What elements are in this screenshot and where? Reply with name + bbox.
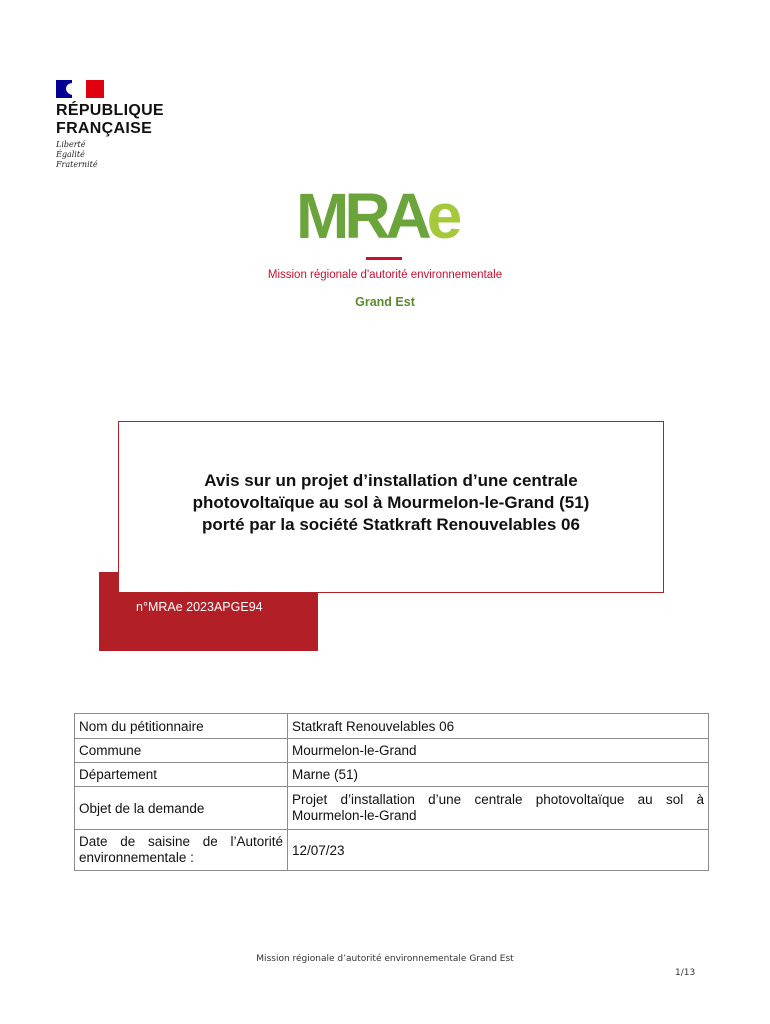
- table-row: [75, 763, 709, 787]
- row-value: Marne (51): [288, 763, 709, 787]
- mrae-subtitle: Mission régionale d'autorité environnementale: [267, 269, 503, 281]
- row-value: Projet d’installation d’une centrale photovoltaïque au sol à Mourmelon-le-Grand: [288, 787, 709, 830]
- motto-egalite: Égalité: [56, 150, 85, 159]
- republic-name-line2: FRANÇAISE: [56, 120, 153, 137]
- row-label: Nom du pétitionnaire: [75, 714, 288, 739]
- page-number: 1/13: [675, 968, 696, 978]
- republic-name-line1: RÉPUBLIQUE: [56, 102, 164, 119]
- row-value: 12/07/23: [288, 830, 709, 871]
- document-title: [119, 470, 663, 536]
- row-label: Date de saisine de l’Autorité environnementale :: [75, 830, 288, 871]
- row-label: Commune: [75, 739, 288, 763]
- reference-number: n°MRAe 2023APGE94: [136, 600, 263, 614]
- table-row: [75, 787, 709, 830]
- mrae-region: Grand Est: [355, 295, 415, 309]
- republique-francaise-logo: [40, 74, 182, 186]
- title-box: [118, 421, 664, 593]
- title-line-3: porté par la société Statkraft Renouvelables 06: [202, 515, 580, 534]
- page-footer: Mission régionale d’autorité environnementale Grand Est: [256, 954, 514, 964]
- row-value: Statkraft Renouvelables 06: [288, 714, 709, 739]
- table-row: [75, 739, 709, 763]
- row-label: Département: [75, 763, 288, 787]
- row-value: Mourmelon-le-Grand: [288, 739, 709, 763]
- motto-liberte: Liberté: [56, 140, 86, 149]
- title-line-2: photovoltaïque au sol à Mourmelon-le-Grand (51): [192, 493, 590, 512]
- mrae-wordmark: [296, 180, 458, 252]
- row-label: Objet de la demande: [75, 787, 288, 830]
- info-table: [74, 713, 709, 871]
- marianne-flag-icon: [56, 80, 104, 98]
- mrae-wordmark-e: e: [426, 180, 458, 252]
- motto-fraternite: Fraternité: [56, 160, 98, 169]
- mrae-logo: [296, 180, 476, 254]
- mrae-divider: [366, 257, 402, 260]
- table-row: [75, 830, 709, 871]
- title-line-1: Avis sur un projet d’installation d’une centrale: [204, 471, 578, 490]
- mrae-wordmark-main: MRA: [296, 180, 427, 252]
- republic-motto: [56, 140, 98, 170]
- table-row: [75, 714, 709, 739]
